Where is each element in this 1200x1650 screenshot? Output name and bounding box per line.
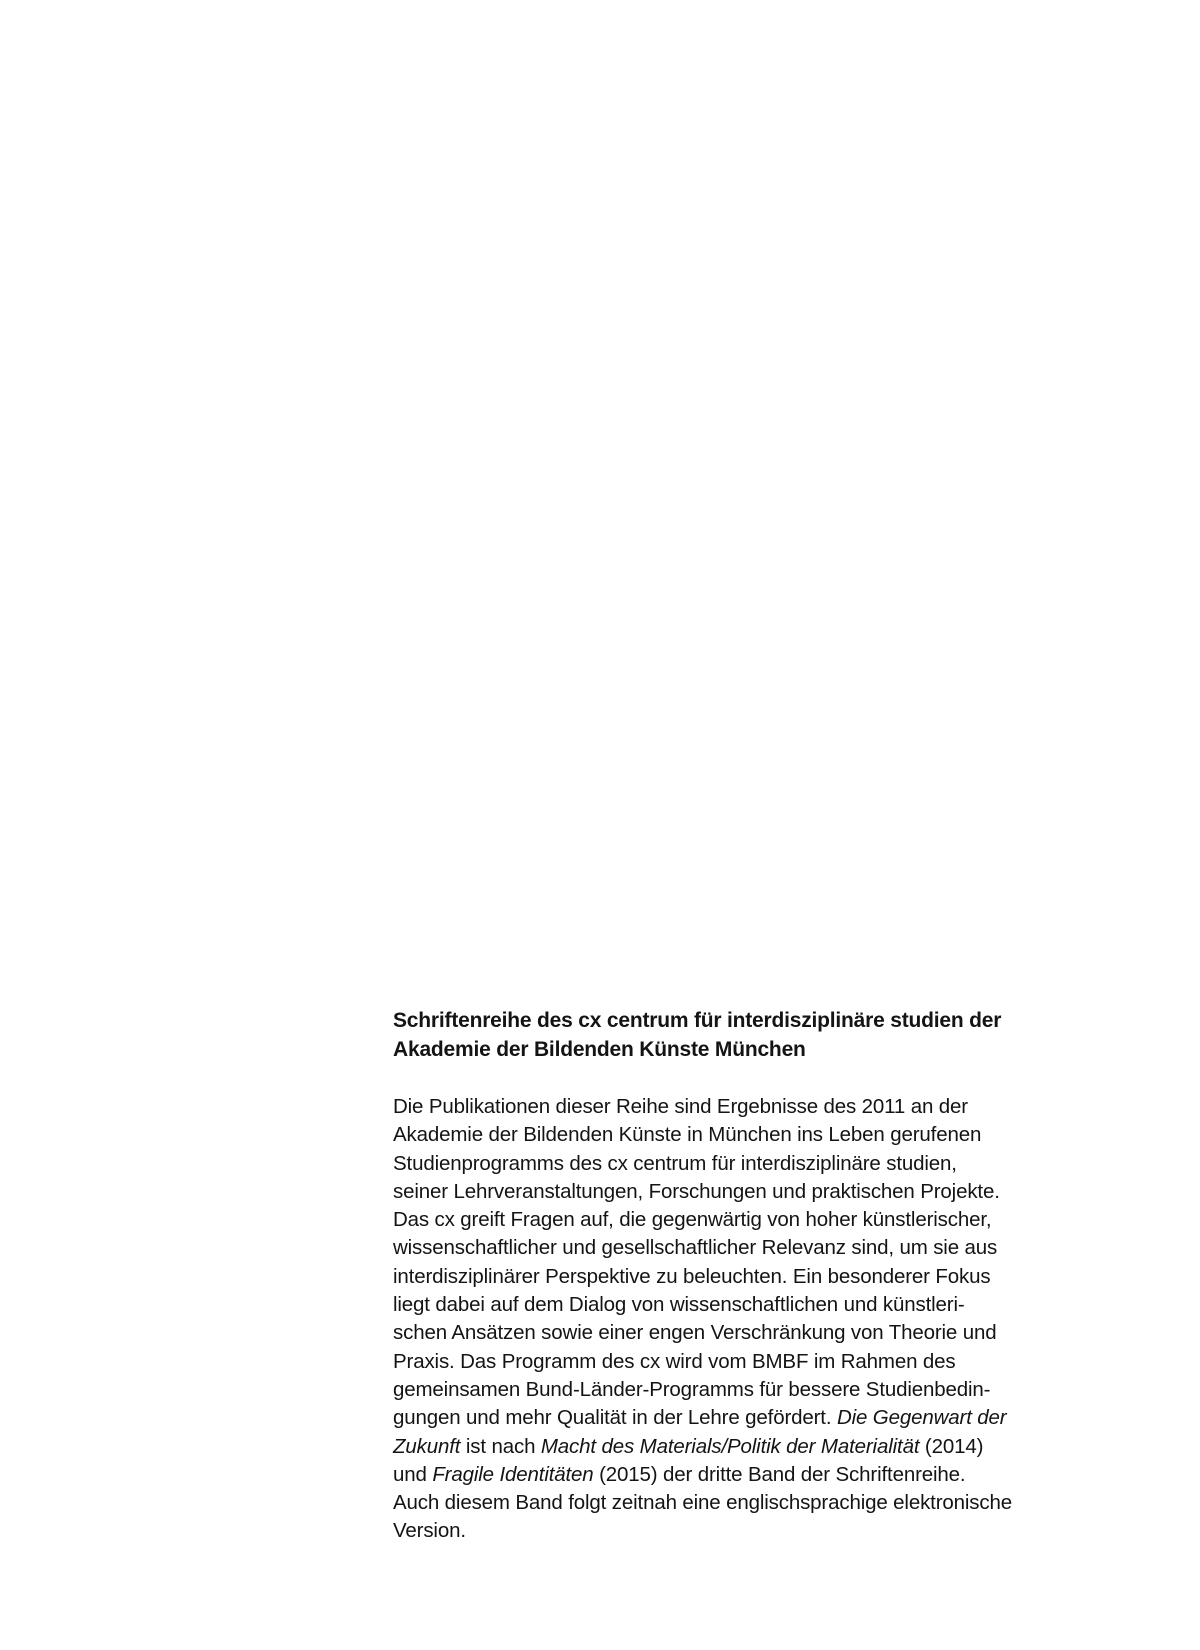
- body-text: (2015) der dritte Band der Schriftenreihe.: [593, 1462, 966, 1486]
- body-line: Das cx greift Fragen auf, die gegenwärtig von hoher künstlerischer,: [393, 1208, 992, 1232]
- body-line: Studienprogramms des cx centrum für interdisziplinäre studien,: [393, 1151, 957, 1175]
- body-line: gemeinsamen Bund-Länder-Programms für bessere Studienbedin-: [393, 1377, 991, 1401]
- body-line: seiner Lehrveranstaltungen, Forschungen und praktischen Projekte.: [393, 1179, 1000, 1203]
- body-line: [393, 1404, 1113, 1432]
- body-line: [393, 1461, 1113, 1489]
- body-text: ist nach: [460, 1434, 541, 1458]
- body-line: interdisziplinärer Perspektive zu beleuchten. Ein besonderer Fokus: [393, 1264, 991, 1288]
- body-line: Praxis. Das Programm des cx wird vom BMBF im Rahmen des: [393, 1349, 956, 1373]
- book-title: Die Gegenwart der: [836, 1406, 1007, 1430]
- body-text: gungen und mehr Qualität in der Lehre gefördert.: [393, 1406, 837, 1430]
- heading-line-1: Schriftenreihe des cx centrum für interdisziplinäre studien der: [393, 1009, 1002, 1032]
- series-description: [393, 1093, 1113, 1546]
- body-line: liegt dabei auf dem Dialog von wissenschaftlichen und künstleri-: [393, 1293, 965, 1317]
- series-info-block: [393, 1006, 1113, 1546]
- body-line: wissenschaftlicher und gesellschaftlicher Relevanz sind, um sie aus: [393, 1236, 998, 1260]
- body-text: (2014): [919, 1434, 984, 1458]
- body-line: Auch diesem Band folgt zeitnah eine englischsprachige elektronische: [393, 1491, 1013, 1515]
- body-text: und: [393, 1462, 433, 1486]
- series-heading: [393, 1006, 1113, 1064]
- book-title: Macht des Materials/Politik der Materialität: [540, 1434, 920, 1458]
- heading-line-2: Akademie der Bildenden Künste München: [393, 1038, 806, 1061]
- book-title: Fragile Identitäten: [432, 1462, 594, 1486]
- body-line: [393, 1433, 1113, 1461]
- body-line: Akademie der Bildenden Künste in München ins Leben gerufenen: [393, 1123, 982, 1147]
- body-line: schen Ansätzen sowie einer engen Verschränkung von Theorie und: [393, 1321, 997, 1345]
- book-title: Zukunft: [393, 1434, 461, 1458]
- body-line: Die Publikationen dieser Reihe sind Ergebnisse des 2011 an der: [393, 1095, 968, 1118]
- body-line: Version.: [393, 1519, 466, 1543]
